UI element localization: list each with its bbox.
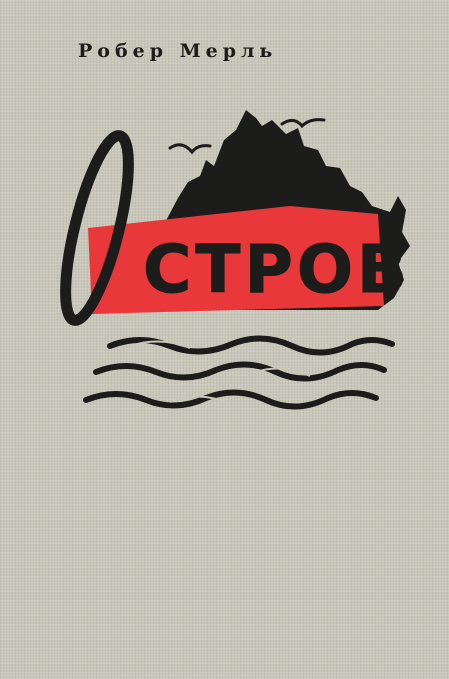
title-text: СТРОВ bbox=[143, 231, 412, 308]
author-name: Робер Мерль bbox=[78, 40, 278, 62]
bird-left bbox=[170, 145, 210, 152]
waves bbox=[86, 338, 392, 406]
bird-right bbox=[282, 120, 324, 126]
